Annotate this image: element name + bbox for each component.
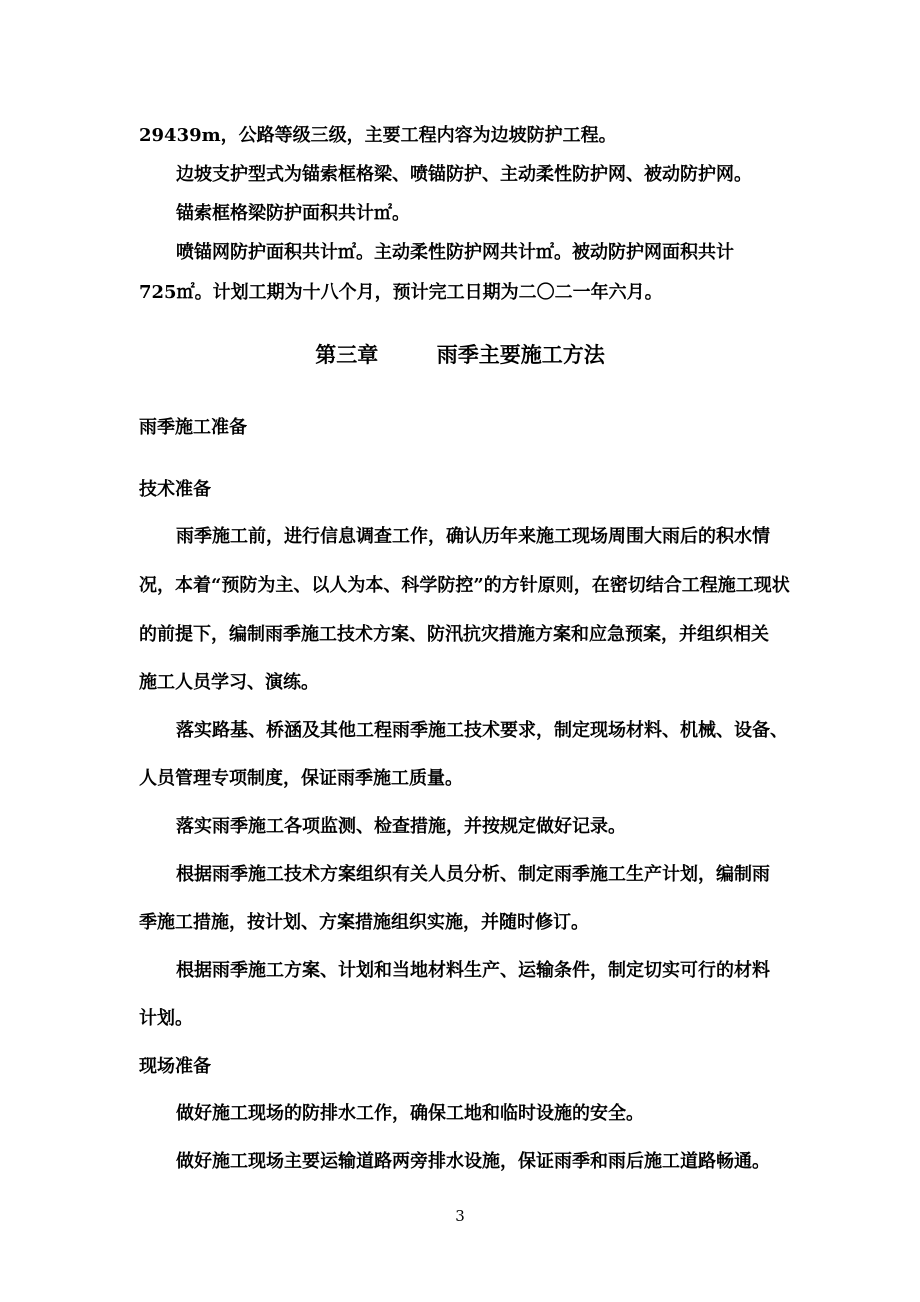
subsection-title-tech: 技术准备 bbox=[139, 479, 211, 500]
chapter-title: 第三章 雨季主要施工方法 bbox=[315, 342, 605, 367]
page-number: 3 bbox=[455, 1207, 465, 1225]
paragraph-line: 计划。 bbox=[139, 1008, 193, 1029]
section-title: 雨季施工准备 bbox=[139, 417, 247, 438]
intro-line: 29439m，公路等级三级，主要工程内容为边坡防护工程。 bbox=[139, 125, 617, 146]
paragraph-line: 落实雨季施工各项监测、检查措施，并按规定做好记录。 bbox=[176, 816, 626, 837]
paragraph-line: 雨季施工前，进行信息调查工作，确认历年来施工现场周围大雨后的积水情 bbox=[176, 526, 770, 547]
paragraph-line: 落实路基、桥涵及其他工程雨季施工技术要求，制定现场材料、机械、设备、 bbox=[176, 720, 788, 741]
paragraph-line: 季施工措施，按计划、方案措施组织实施，并随时修订。 bbox=[139, 912, 589, 933]
paragraph-line: 做好施工现场主要运输道路两旁排水设施，保证雨季和雨后施工道路畅通。 bbox=[176, 1151, 770, 1172]
paragraph-line: 根据雨季施工技术方案组织有关人员分析、制定雨季施工生产计划，编制雨 bbox=[176, 864, 770, 885]
paragraph-line: 的前提下，编制雨季施工技术方案、防汛抗灾措施方案和应急预案，并组织相关 bbox=[139, 624, 769, 645]
paragraph-line: 人员管理专项制度，保证雨季施工质量。 bbox=[139, 768, 463, 789]
intro-line: 边坡支护型式为锚索框格梁、喷锚防护、主动柔性防护网、被动防护网。 bbox=[176, 164, 752, 185]
paragraph-line: 根据雨季施工方案、计划和当地材料生产、运输条件，制定切实可行的材料 bbox=[176, 960, 770, 981]
intro-line: 725㎡。计划工期为十八个月，预计完工日期为二〇二一年六月。 bbox=[139, 282, 663, 303]
subsection-title-site: 现场准备 bbox=[139, 1056, 211, 1077]
intro-line: 喷锚网防护面积共计㎡。主动柔性防护网共计㎡。被动防护网面积共计 bbox=[176, 242, 734, 263]
paragraph-line: 施工人员学习、演练。 bbox=[139, 672, 319, 693]
paragraph-line: 做好施工现场的防排水工作，确保工地和临时设施的安全。 bbox=[176, 1103, 644, 1124]
intro-line: 锚索框格梁防护面积共计㎡。 bbox=[176, 203, 410, 224]
paragraph-line: 况，本着“预防为主、以人为本、科学防控”的方针原则，在密切结合工程施工现状 bbox=[139, 575, 790, 596]
